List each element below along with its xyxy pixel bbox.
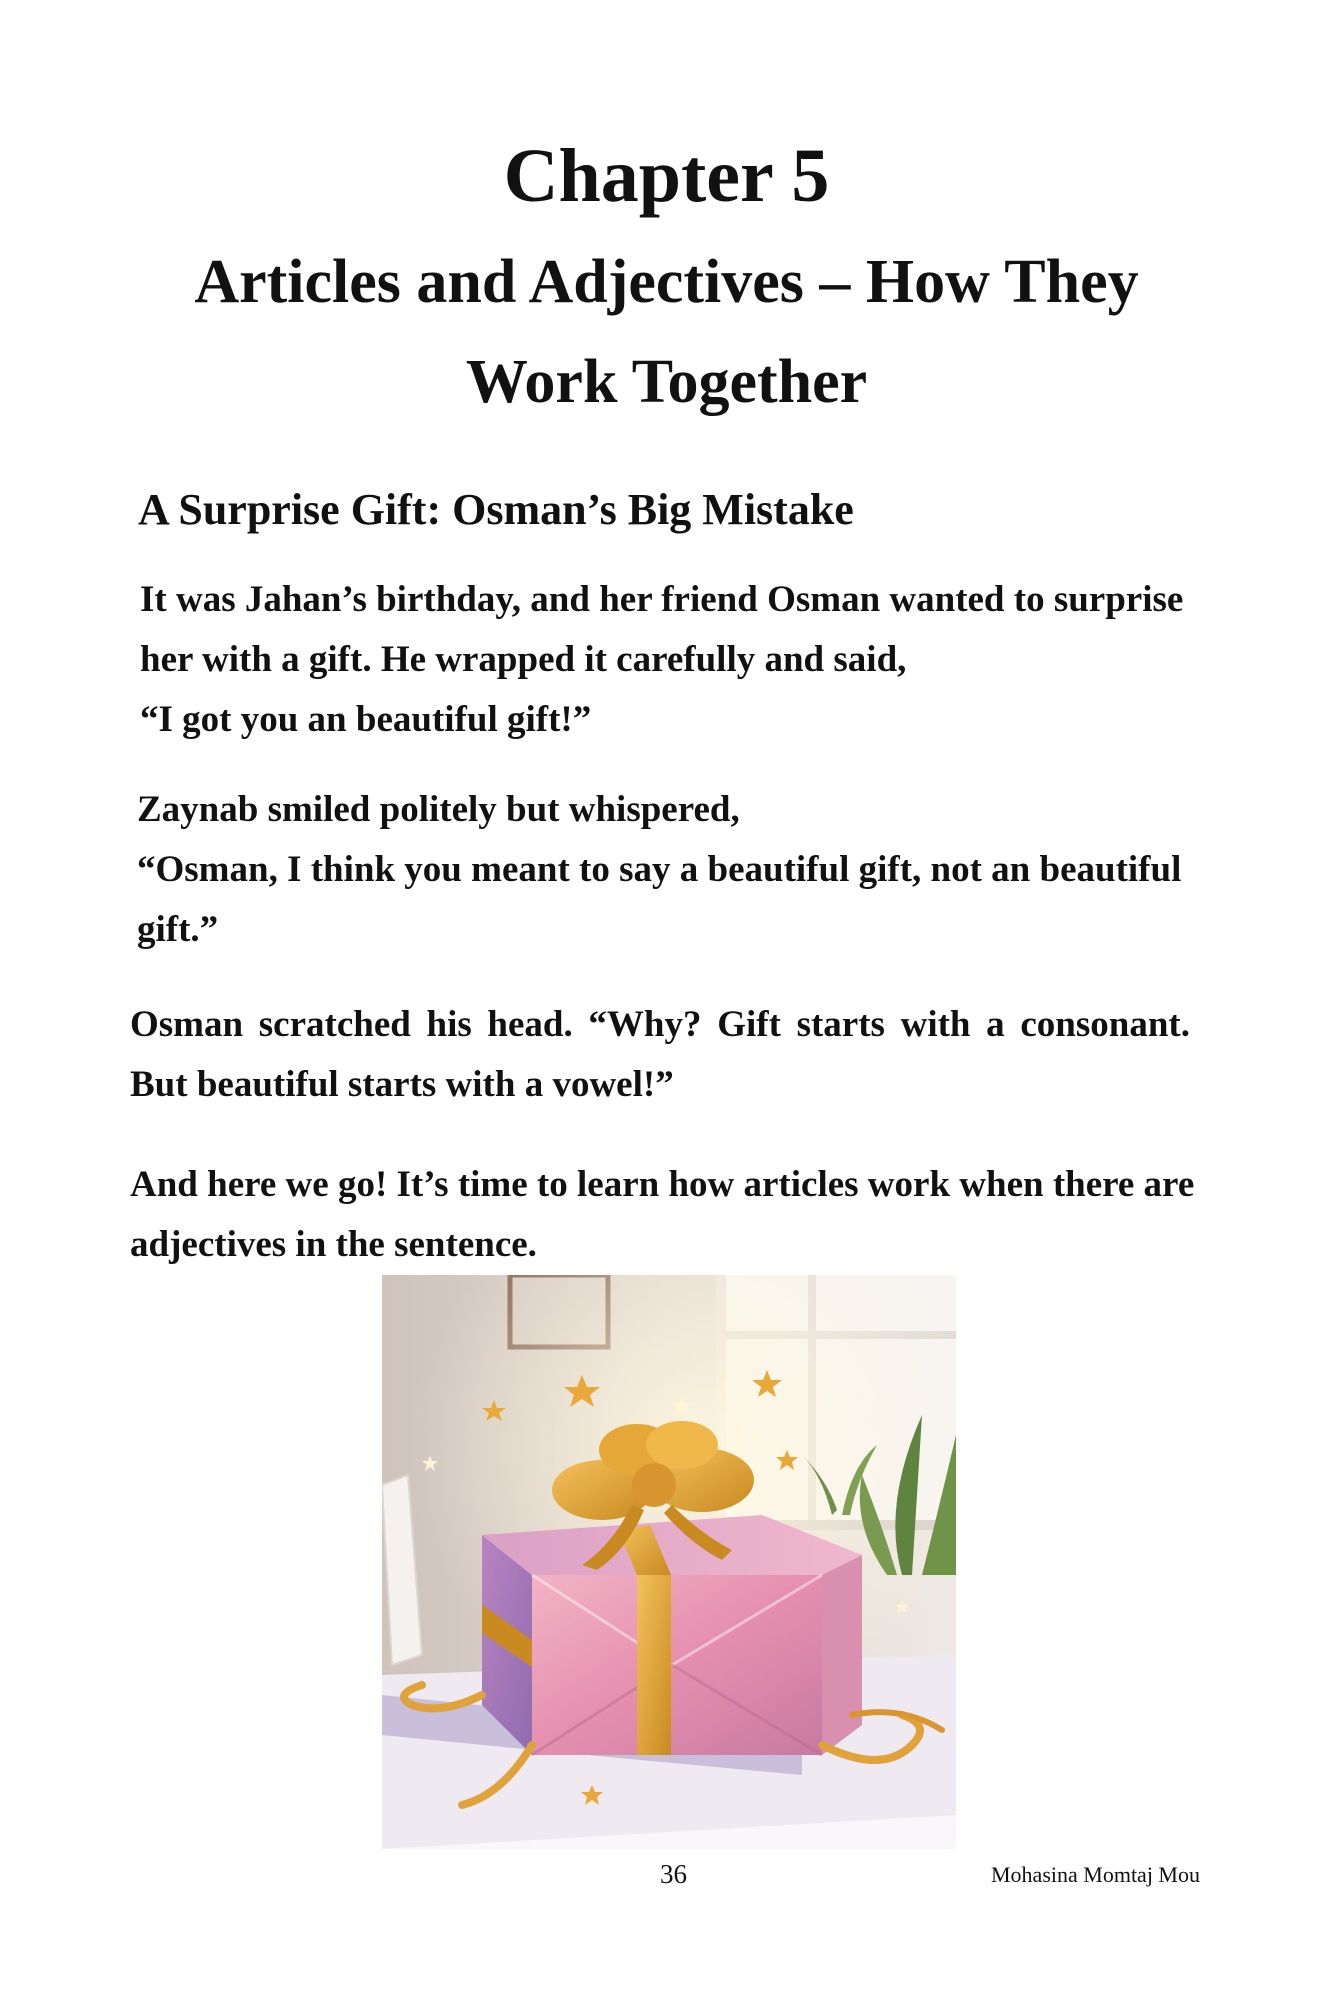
section-heading: A Surprise Gift: Osman’s Big Mistake	[138, 485, 854, 534]
author-name: Mohasina Momtaj Mou	[991, 1862, 1200, 1887]
paragraph-zaynab: Zaynab smiled politely but whispered, “Osman, I think you meant to say a beautiful gift, not an beautiful gift.”	[137, 789, 1182, 950]
paragraph-osman: Osman scratched his head. “Why? Gift starts with a consonant. But beautiful starts with a vowel!”	[130, 1004, 1190, 1105]
page-number: 36	[660, 1859, 687, 1889]
chapter-title: Chapter 5	[503, 134, 830, 218]
chapter-subtitle: Articles and Adjectives – How They Work Together	[194, 248, 1139, 416]
gift-box-illustration	[382, 1275, 956, 1849]
paragraph-birthday: It was Jahan’s birthday, and her friend Osman wanted to surprise her with a gift. He wrapped it carefully and said, “I got you an beautiful gift!”	[140, 579, 1184, 740]
paragraph-lesson-intro: And here we go! It’s time to learn how articles work when there are adjectives in the sentence.	[130, 1164, 1195, 1265]
